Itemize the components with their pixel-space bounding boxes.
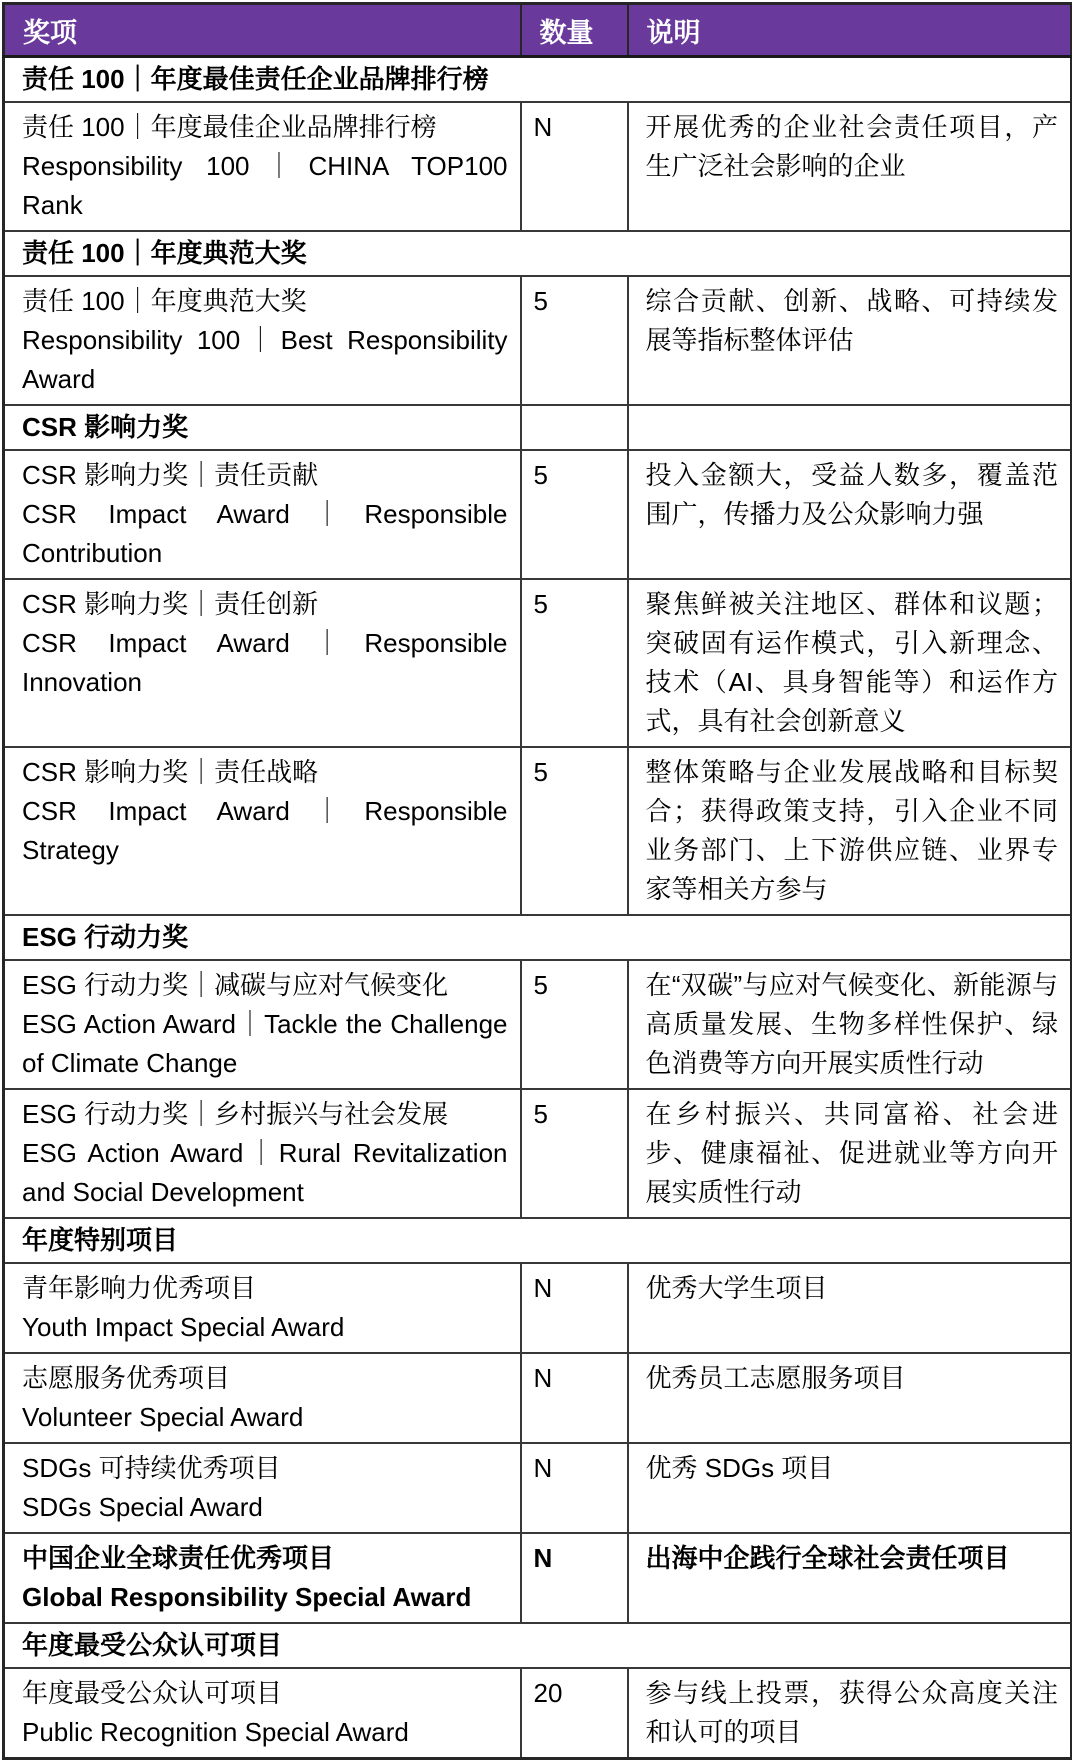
award-name-cell	[4, 1089, 521, 1218]
award-name-cell	[4, 960, 521, 1089]
description-cell	[628, 405, 1072, 450]
quantity-cell: N	[521, 102, 628, 231]
award-name-cell	[4, 102, 521, 231]
award-name-cell	[4, 1353, 521, 1443]
table-row-esg-rural	[4, 1089, 1072, 1218]
quantity-cell: 5	[521, 276, 628, 405]
award-name-zh: CSR 影响力奖｜责任贡献	[22, 460, 319, 490]
table-row-resp100-best	[4, 276, 1072, 405]
quantity-cell: N	[521, 1533, 628, 1623]
section-label: ESG 行动力奖	[4, 915, 1072, 960]
description-cell: 综合贡献、创新、战略、可持续发展等指标整体评估	[628, 276, 1072, 405]
table-row-youth-impact	[4, 1263, 1072, 1353]
section-row-special-projects	[4, 1218, 1072, 1263]
award-name-en: SDGs Special Award	[22, 1492, 263, 1522]
section-label: 责任 100｜年度典范大奖	[4, 231, 1072, 276]
description-cell: 优秀 SDGs 项目	[628, 1443, 1072, 1533]
award-name-zh: 志愿服务优秀项目	[22, 1363, 231, 1393]
table-row-volunteer	[4, 1353, 1072, 1443]
award-name-en: Global Responsibility Special Award	[22, 1582, 472, 1612]
award-name-en: Youth Impact Special Award	[22, 1312, 345, 1342]
award-name-en: CSR Impact Award｜Responsible Innovation	[22, 628, 508, 697]
table-row-csr-innovation	[4, 579, 1072, 747]
award-name-cell	[4, 1533, 521, 1623]
quantity-cell: N	[521, 1263, 628, 1353]
table-row-esg-climate	[4, 960, 1072, 1089]
table-row-sdgs	[4, 1443, 1072, 1533]
description-cell: 优秀员工志愿服务项目	[628, 1353, 1072, 1443]
award-name-en: Volunteer Special Award	[22, 1402, 304, 1432]
section-row-csr-impact	[4, 405, 1072, 450]
award-name-cell	[4, 579, 521, 747]
award-name-zh: 责任 100｜年度典范大奖	[22, 286, 307, 316]
quantity-cell: 20	[521, 1668, 628, 1759]
description-cell: 开展优秀的企业社会责任项目，产生广泛社会影响的企业	[628, 102, 1072, 231]
table-row-csr-contribution	[4, 450, 1072, 579]
quantity-cell	[521, 405, 628, 450]
section-label: 责任 100｜年度最佳责任企业品牌排行榜	[4, 57, 1072, 103]
description-cell: 参与线上投票，获得公众高度关注和认可的项目	[628, 1668, 1072, 1759]
award-name-en: ESG Action Award｜Rural Revitalization and Social Development	[22, 1138, 508, 1207]
section-label: 年度特别项目	[4, 1218, 1072, 1263]
description-cell: 优秀大学生项目	[628, 1263, 1072, 1353]
award-name-zh: 中国企业全球责任优秀项目	[22, 1543, 335, 1573]
award-name-en: Public Recognition Special Award	[22, 1717, 409, 1747]
award-name-en: CSR Impact Award｜Responsible Strategy	[22, 796, 508, 865]
table-row-public-recognition	[4, 1668, 1072, 1759]
description-cell: 在“双碳”与应对气候变化、新能源与高质量发展、生物多样性保护、绿色消费等方向开展实质性行动	[628, 960, 1072, 1089]
award-name-cell	[4, 1263, 521, 1353]
award-name-cell	[4, 1668, 521, 1759]
award-name-en: Responsibility 100｜CHINA TOP100 Rank	[22, 151, 508, 220]
award-name-cell	[4, 1443, 521, 1533]
table-row-global-responsibility	[4, 1533, 1072, 1623]
section-row-resp100-best	[4, 231, 1072, 276]
award-name-zh: ESG 行动力奖｜乡村振兴与社会发展	[22, 1099, 449, 1129]
award-name-zh: ESG 行动力奖｜减碳与应对气候变化	[22, 970, 449, 1000]
award-name-en: Responsibility 100｜Best Responsibility Award	[22, 325, 508, 394]
quantity-cell: N	[521, 1353, 628, 1443]
table-header-row	[4, 4, 1072, 57]
award-name-cell	[4, 276, 521, 405]
award-name-zh: CSR 影响力奖｜责任创新	[22, 589, 319, 619]
section-row-public-recognition	[4, 1623, 1072, 1668]
description-cell: 在乡村振兴、共同富裕、社会进步、健康福祉、促进就业等方向开展实质性行动	[628, 1089, 1072, 1218]
award-name-cell	[4, 450, 521, 579]
award-name-zh: 年度最受公众认可项目	[22, 1678, 283, 1708]
table-row-csr-strategy	[4, 747, 1072, 915]
quantity-cell: 5	[521, 747, 628, 915]
section-label: 年度最受公众认可项目	[4, 1623, 1072, 1668]
quantity-cell: 5	[521, 960, 628, 1089]
quantity-cell: 5	[521, 579, 628, 747]
award-name-zh: 青年影响力优秀项目	[22, 1273, 257, 1303]
description-cell: 整体策略与企业发展战略和目标契合；获得政策支持，引入企业不同业务部门、上下游供应链、业界专家等相关方参与	[628, 747, 1072, 915]
quantity-cell: 5	[521, 1089, 628, 1218]
award-name-en: ESG Action Award｜Tackle the Challenge of Climate Change	[22, 1009, 508, 1078]
header-quantity: 数量	[521, 4, 628, 57]
award-name-zh: CSR 影响力奖｜责任战略	[22, 757, 319, 787]
description-cell: 出海中企践行全球社会责任项目	[628, 1533, 1072, 1623]
quantity-cell: N	[521, 1443, 628, 1533]
quantity-cell: 5	[521, 450, 628, 579]
description-cell: 投入金额大，受益人数多，覆盖范围广，传播力及公众影响力强	[628, 450, 1072, 579]
section-label: CSR 影响力奖	[4, 405, 521, 450]
award-name-cell	[4, 747, 521, 915]
section-row-resp100-rank	[4, 57, 1072, 103]
award-name-en: CSR Impact Award｜Responsible Contribution	[22, 499, 508, 568]
table-row-resp100-rank	[4, 102, 1072, 231]
header-award: 奖项	[4, 4, 521, 57]
award-name-zh: 责任 100｜年度最佳企业品牌排行榜	[22, 112, 437, 142]
award-name-zh: SDGs 可持续优秀项目	[22, 1453, 281, 1483]
header-description: 说明	[628, 4, 1072, 57]
award-table	[2, 2, 1072, 1760]
description-cell: 聚焦鲜被关注地区、群体和议题；突破固有运作模式，引入新理念、技术（AI、具身智能等）和运作方式，具有社会创新意义	[628, 579, 1072, 747]
section-row-esg-action	[4, 915, 1072, 960]
